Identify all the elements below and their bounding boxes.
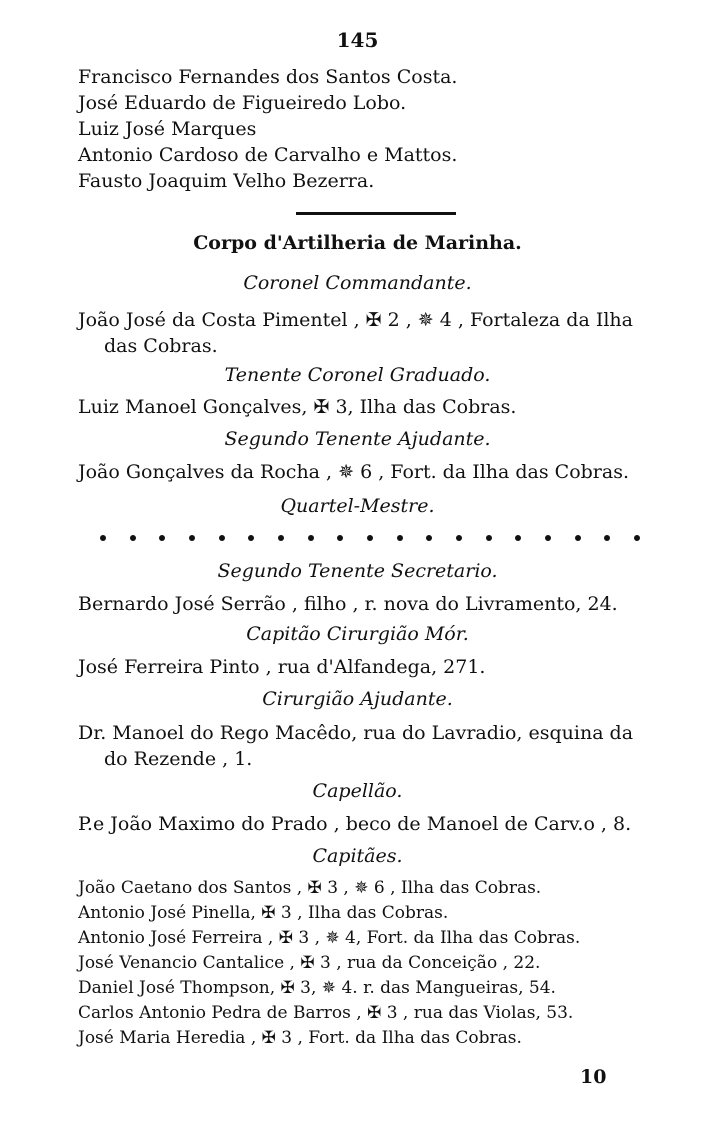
entry-line: Bernardo José Serrão , filho , r. nova do Livramento, 24.	[78, 593, 618, 615]
entry-line: João Gonçalves da Rocha , ✵ 6 , Fort. da Ilha das Cobras.	[78, 461, 630, 483]
entry-line: do Rezende , 1.	[104, 748, 253, 770]
captain-entry: Carlos Antonio Pedra de Barros , ✠ 3 , rua das Violas, 53.	[78, 1003, 574, 1023]
rank-heading: Capitão Cirurgião Mór.	[246, 623, 469, 645]
omission-dots	[100, 535, 640, 541]
name-line: José Eduardo de Figueiredo Lobo.	[78, 92, 407, 114]
name-line: Luiz José Marques	[78, 118, 257, 140]
entry-line: das Cobras.	[104, 335, 218, 357]
page-number: 145	[336, 28, 379, 52]
rank-heading: Cirurgião Ajudante.	[262, 688, 453, 710]
name-line: Antonio Cardoso de Carvalho e Mattos.	[78, 144, 458, 166]
rank-heading: Coronel Commandante.	[243, 272, 472, 294]
captain-entry: José Venancio Cantalice , ✠ 3 , rua da Conceição , 22.	[78, 953, 541, 973]
captain-entry: João Caetano dos Santos , ✠ 3 , ✵ 6 , Ilha das Cobras.	[78, 878, 542, 898]
section-divider	[296, 212, 456, 215]
rank-heading: Quartel-Mestre.	[280, 495, 435, 517]
captain-entry: Daniel José Thompson, ✠ 3, ✵ 4. r. das Mangueiras, 54.	[78, 978, 556, 998]
rank-heading: Capellão.	[312, 780, 403, 802]
captain-entry: Antonio José Pinella, ✠ 3 , Ilha das Cobras.	[78, 903, 449, 923]
captain-entry: Antonio José Ferreira , ✠ 3 , ✵ 4, Fort. da Ilha das Cobras.	[78, 928, 581, 948]
entry-line: João José da Costa Pimentel , ✠ 2 , ✵ 4 , Fortaleza da Ilha	[78, 309, 633, 331]
section-title: Corpo d'Artilheria de Marinha.	[193, 232, 522, 254]
entry-line: P.e João Maximo do Prado , beco de Manoel de Carv.o , 8.	[78, 813, 632, 835]
rank-heading: Segundo Tenente Secretario.	[217, 560, 498, 582]
name-line: Francisco Fernandes dos Santos Costa.	[78, 66, 458, 88]
name-line: Fausto Joaquim Velho Bezerra.	[78, 170, 375, 192]
signature-mark: 10	[580, 1066, 607, 1088]
rank-heading: Tenente Coronel Graduado.	[224, 364, 491, 386]
rank-heading: Segundo Tenente Ajudante.	[224, 428, 491, 450]
entry-line: Luiz Manoel Gonçalves, ✠ 3, Ilha das Cobras.	[78, 396, 517, 418]
rank-heading: Capitães.	[312, 845, 403, 867]
captain-entry: José Maria Heredia , ✠ 3 , Fort. da Ilha das Cobras.	[78, 1028, 522, 1048]
entry-line: Dr. Manoel do Rego Macêdo, rua do Lavradio, esquina da	[78, 722, 634, 744]
entry-line: José Ferreira Pinto , rua d'Alfandega, 271.	[78, 656, 486, 678]
